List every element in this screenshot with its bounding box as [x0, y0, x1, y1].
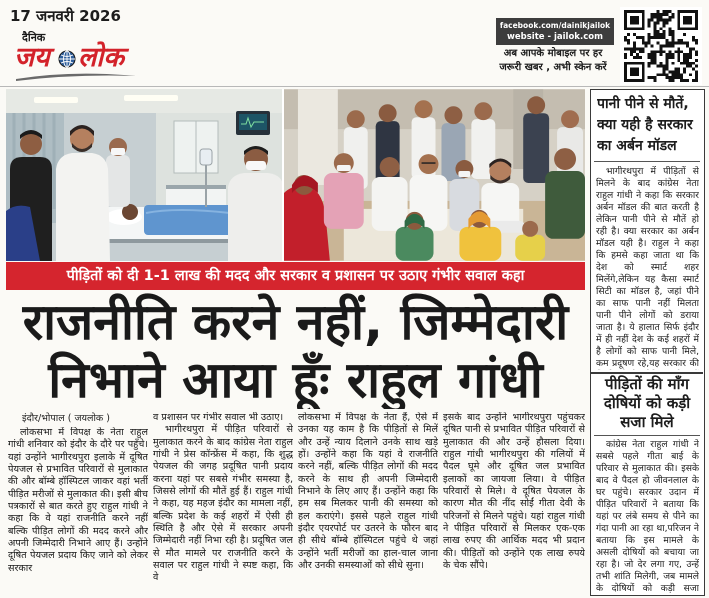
headline-line-1: राजनीति करने नहीं, जिम्मेदारी [22, 293, 569, 351]
facebook-link: facebook.com/dainikjailok [499, 21, 611, 30]
promo-line-1: अब आपके मोबाइल पर हर [503, 48, 603, 59]
qr-code-pattern [624, 10, 698, 82]
masthead-logo [12, 43, 142, 83]
website-link: website - jailok.com [507, 31, 603, 42]
person-staff-masked [106, 138, 130, 207]
sidebar-divider [591, 372, 703, 374]
dateline: इंदौर/भोपाल ( जयलोक ) [22, 413, 110, 424]
qr-code-icon [620, 7, 702, 85]
patient-monitor [236, 111, 270, 135]
column-1-paragraph: लोकसभा में विपक्ष के नेता राहुल गांधी शनिवार को इंदौर के दौरे पर पहुँचे। यहां उन्होंने भागीरथपुरा इलाके में दूषित पेयजल से प्रभावित परिवारों से मुलाकात की और बॉम्बे हॉस्पिटल जाकर वहां भर्ती पीड़ित मरीजों से मुलाकात की। इसी बीच पत्रकारों से बात करते हुए राहुल गांधी ने कहा कि वे यहां राजनीति करने नहीं बल्कि पीड़ित लोगों की मदद करने और अपनी जिम्मेदारी निभाने आए हैं। उन्होंने दूषित पेयजल प्रदाय किए जाने को लेकर सरकार [8, 427, 148, 574]
column-2-paragraph-1: व प्रशासन पर गंभीर सवाल भी उठाए। [153, 412, 284, 423]
logo-word-lok: लोक [78, 42, 125, 73]
logo-word-jay: जय [14, 42, 50, 73]
hospital-visit-photo [6, 89, 283, 261]
story-column-4 [443, 412, 585, 597]
column-3-paragraph: लोकसभा में विपक्ष के नेता हैं, ऐसे में उनका यह काम है कि पीड़ितों से मिलें और उन्हें न्याय दिलाने उनके साथ खड़े हों। उन्होंने कहा कि यहां वे राजनीति करने नहीं, बल्कि पीड़ित लोगों की मदद करने के साथ ही अपनी जिम्मेदारी निभाने के लिए आए हैं। उन्होंने कहा कि हम सब मिलकर पानी की समस्या को हल कराएंगे। इससे पहले राहुल गांधी इंदौर एयरपोर्ट पर उतरने के फौरन बाद ही सीधे बॉम्बे हॉस्पिटल पहुंचे थे जहां उन्होंने भर्ती मरीजों का हाल-चाल जाना और उनकी समस्याओं को सीधे सुना। [298, 412, 438, 572]
column-2-paragraph-2: भागीरथपुरा में पीड़ित परिवारों से मुलाकात करने के बाद कांग्रेस नेता राहुल गांधी ने प्रेस कॉन्फ्रेंस में कहा, कि शुद्ध पेयजल की जगह प्रदूषित पानी प्रदाय करना यहां पर सबसे गंभीर समस्या है, जिससे लोगों की मौतें हुई हैं। राहुल गांधी ने कहा, यह महज इंदौर का मामला नहीं, बल्कि प्रदेश के कई शहरों में ऐसी ही स्थिति है और ऐसे में सरकार अपनी जिम्मेदारी नहीं निभा रही है। प्रदूषित जल से मौत मामले पर राजनीति करने के सवाल पर राहुल गांधी ने स्पष्ट कहा, कि वे [153, 424, 293, 584]
headline-line-2: निभाने आया हूँः राहुल गांधी [48, 351, 543, 409]
promo-line-2: जरूरी खबर , अभी स्केन करें [499, 61, 607, 73]
column-4-paragraph: इसके बाद उन्होंने भागीरथपुरा पहुंचकर दूषित पानी से प्रभावित पीड़ित परिवारों से मुलाकात की और उन्हें हौसला दिया। राहुल गांधी भागीरथपुरा की गलियों में पैदल घूमे और दूषित जल प्रभावित इलाकों का जायजा लिया। वे पीड़ित परिवारों से मिले। वे दूषित पेयजल के कारण मौत की नींद सोईं गीता देवी के परिजनों से मिलने पहुंचे। यहां राहुल गांधी ने पीड़ित परिवारों से मिलकर एक-एक लाख रुपए की आर्थिक मदद भी प्रदान की। पीड़ितों को उन्होंने एक लाख रुपये के चेक सौंपे। [443, 412, 585, 572]
story-kicker-banner: पीड़ितों को दी 1-1 लाख की मदद और सरकार व प्रशासन पर उठाए गंभीर सवाल कहा [6, 262, 585, 290]
story-column-1 [8, 427, 148, 597]
story-column-3 [298, 412, 438, 597]
sidebar-box-1-heading: पानी पीने से मौतें, क्या यही है सरकार का अर्बन मॉडल [597, 96, 693, 154]
story-column-2 [153, 412, 293, 597]
sidebar-boxes [590, 89, 705, 596]
header-divider [0, 86, 709, 87]
sidebar-box-2-text: कांग्रेस नेता राहुल गांधी ने सबसे पहले गीता बाई के परिवार से मुलाकात की। इसके बाद वे पैदल हो जीवनलाल के घर पहुंचे। सरकार उदान में पीड़ित परिवारों ने बताया कि यहां पर लंबे समय से पीने का गंदा पानी आ रहा था,परिजन ने बताया कि इस मामले के असली दोषियों को बचाया जा रहा है। जो देर लगा गए, उन्हें तभी शांति मिलेगी, जब मामले के दोषियों को कड़ी सजा [596, 439, 699, 593]
families-meeting-photo [284, 89, 585, 261]
scan-promo [488, 47, 618, 74]
sidebar-box-1-text: भागीरथपुरा में पीड़ितों से मिलने के बाद कांग्रेस नेता राहुल गांधी ने कहा कि सरकार अर्बन मॉडल की बात करती है लेकिन पानी पीने से मौतें हो रही है। क्या सरकार का अर्बन मॉडल यही है। राहुल ने कहा कि हमसे कहा जाता था कि देश को स्मार्ट शहर मिलेंगे,लेकिन यह कैसा स्मार्ट सिटी का मॉडल है, जहां पीने का साफ पानी नहीं मिलता पानी पीने लोगों को डराया जाता है। ये हालात सिर्फ इंदौर में ही नहीं देश के कई शहरों में है लोगों को साफ पानी मिले, कम प्रदूषण रहे,यह सरकार की [596, 166, 699, 369]
sidebar-box-1-rule [594, 161, 700, 162]
sidebar-box-2-heading: पीड़ितों की माँग दोषियों को कड़ी सजा मिले [603, 375, 691, 431]
sidebar-box-2-rule [594, 435, 700, 436]
social-links-bar [496, 18, 614, 45]
issue-date: 17 जनवरी 2026 [10, 7, 121, 25]
globe-icon [58, 50, 76, 68]
logo-swoosh [12, 70, 140, 82]
masthead-prefix: दैनिक [22, 31, 46, 44]
